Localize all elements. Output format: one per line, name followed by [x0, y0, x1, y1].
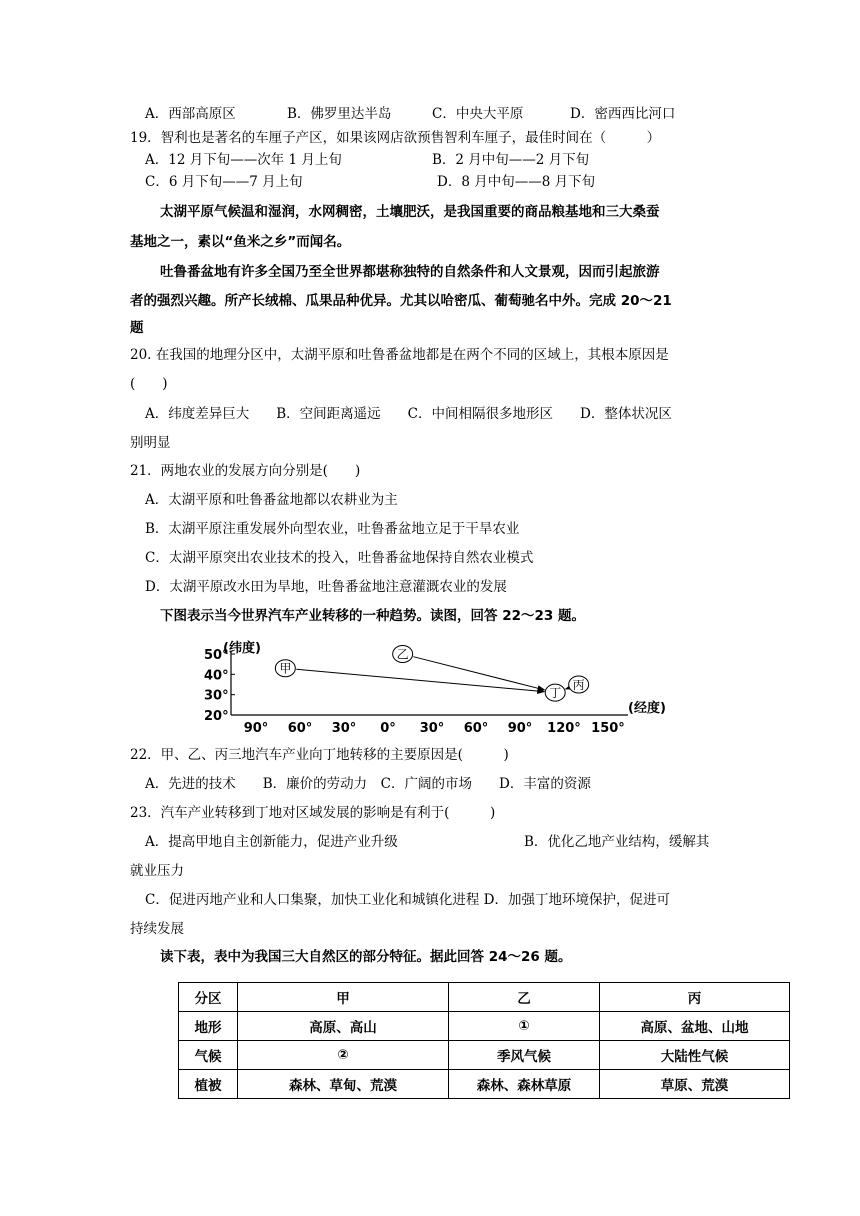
table-cell: 大陆性气候: [600, 1041, 790, 1070]
x-tick-label: 0°: [380, 721, 396, 736]
passage-turpan-line1: 吐鲁番盆地有许多全国乃至全世界都堪称独特的自然条件和人文景观，因而引起旅游: [160, 264, 660, 280]
q20-stem-paren: ( ): [130, 376, 168, 392]
q21-option-b: B．太湖平原注重发展外向型农业，吐鲁番盆地立足于干旱农业: [145, 521, 520, 537]
passage-turpan-line2: 者的强烈兴趣。所产长绒棉、瓜果品种优异。尤其以哈密瓜、葡萄驰名中外。完成 20～21: [130, 293, 672, 309]
q20-options: A．纬度差异巨大 B．空间距离遥远 C．中间相隔很多地形区 D．整体状况区: [145, 406, 672, 422]
table-cell: 季风气候: [449, 1041, 600, 1070]
table-cell: 高原、盆地、山地: [600, 1012, 790, 1041]
table-row: [179, 1041, 790, 1070]
q20-options-cont: 别明显: [130, 435, 171, 451]
y-tick-label: 50°: [204, 648, 229, 663]
location-label: 丙: [572, 678, 585, 692]
table-header-cell: 分区: [179, 983, 238, 1012]
q19-option-c: C．6 月下旬——7 月上旬: [145, 174, 303, 190]
table-cell: 植被: [179, 1070, 238, 1099]
table-cell: 森林、森林草原: [449, 1070, 600, 1099]
x-tick-label: 60°: [287, 721, 313, 736]
natural-regions-table: [178, 982, 790, 1099]
x-tick-label: 30°: [331, 721, 357, 736]
q19-option-d: D．8 月中旬——8 月下旬: [437, 174, 596, 190]
location-label: 甲: [279, 661, 292, 676]
q23-option-b-cont: 就业压力: [130, 863, 184, 879]
transfer-arrow: [413, 657, 544, 690]
transfer-arrow: [566, 688, 569, 689]
q23-option-a: A．提高甲地自主创新能力，促进产业升级: [145, 834, 398, 850]
q23-option-d-cont: 持续发展: [130, 921, 184, 937]
intro-q22-23: 下图表示当今世界汽车产业转移的一种趋势。读图，回答 22～23 题。: [160, 608, 585, 624]
table-cell: 草原、荒漠: [600, 1070, 790, 1099]
x-tick-label: 120°: [547, 721, 581, 736]
q21-option-c: C．太湖平原突出农业技术的投入，吐鲁番盆地保持自然农业模式: [145, 550, 534, 566]
q23-stem: 23．汽车产业转移到丁地对区域发展的影响是有利于( ): [130, 805, 496, 821]
y-axis-label: (纬度): [223, 641, 261, 656]
q23-option-c-d: C．促进丙地产业和人口集聚，加快工业化和城镇化进程 D．加强丁地环境保护，促进可: [145, 892, 670, 908]
passage-taihu-line1: 太湖平原气候温和湿润，水网稠密，土壤肥沃，是我国重要的商品粮基地和三大桑蚕: [160, 204, 660, 220]
y-tick-label: 20°: [204, 709, 229, 724]
table-header-cell: 甲: [238, 983, 449, 1012]
y-tick-label: 30°: [204, 688, 229, 704]
x-tick-label: 90°: [507, 721, 533, 736]
q21-option-d: D．太湖平原改水田为旱地，吐鲁番盆地注意灌溉农业的发展: [145, 579, 507, 595]
table-cell: 高原、高山: [238, 1012, 449, 1041]
q21-stem: 21．两地农业的发展方向分别是( ): [130, 463, 361, 479]
x-tick-label: 150°: [591, 721, 625, 736]
x-tick-label: 60°: [463, 721, 489, 736]
x-tick-label: 90°: [243, 721, 269, 736]
table-header-row: [179, 983, 790, 1012]
q19-option-a: A．12 月下旬——次年 1 月上旬: [145, 152, 342, 168]
location-label: 丁: [549, 686, 562, 701]
q18-option-b: B．佛罗里达半岛: [287, 106, 392, 122]
intro-q24-26: 读下表，表中为我国三大自然区的部分特征。据此回答 24～26 题。: [160, 949, 572, 965]
table-header-cell: 丙: [600, 983, 790, 1012]
table-row: [179, 1012, 790, 1041]
passage-turpan-line3: 题: [130, 320, 144, 336]
table-cell: 地形: [179, 1012, 238, 1041]
q22-stem: 22．甲、乙、丙三地汽车产业向丁地转移的主要原因是( ): [130, 747, 509, 763]
q21-option-a: A．太湖平原和吐鲁番盆地都以农耕业为主: [145, 492, 398, 508]
table-cell: ①: [449, 1012, 600, 1041]
q18-option-d: D．密西西比河口: [570, 106, 676, 122]
x-tick-label: 30°: [419, 721, 445, 736]
q18-option-a: A．西部高原区: [145, 106, 236, 122]
q19-option-b: B．2 月中旬——2 月下旬: [432, 152, 590, 168]
table-cell: 森林、草甸、荒漠: [238, 1070, 449, 1099]
table-cell: 气候: [179, 1041, 238, 1070]
q18-option-c: C．中央大平原: [432, 106, 524, 122]
table-row: [179, 1070, 790, 1099]
q22-options: A．先进的技术 B．廉价的劳动力 C．广阔的市场 D．丰富的资源: [145, 776, 591, 792]
q20-stem: 20. 在我国的地理分区中，太湖平原和吐鲁番盆地都是在两个不同的区域上，其根本原因是: [130, 347, 669, 363]
q19-stem: 19．智利也是著名的车厘子产区，如果该网店欲预售智利车厘子，最佳时间在（ ）: [130, 130, 661, 146]
table-header-cell: 乙: [449, 983, 600, 1012]
location-label: 乙: [396, 647, 409, 662]
y-tick-label: 40°: [204, 668, 229, 684]
passage-taihu-line2: 基地之一，素以“鱼米之乡”而闻名。: [130, 234, 351, 250]
table-cell: ②: [238, 1041, 449, 1070]
x-axis-label: (经度): [628, 701, 666, 716]
auto-industry-transfer-diagram: [190, 636, 710, 746]
q23-option-b: B．优化乙地产业结构，缓解其: [524, 834, 710, 850]
